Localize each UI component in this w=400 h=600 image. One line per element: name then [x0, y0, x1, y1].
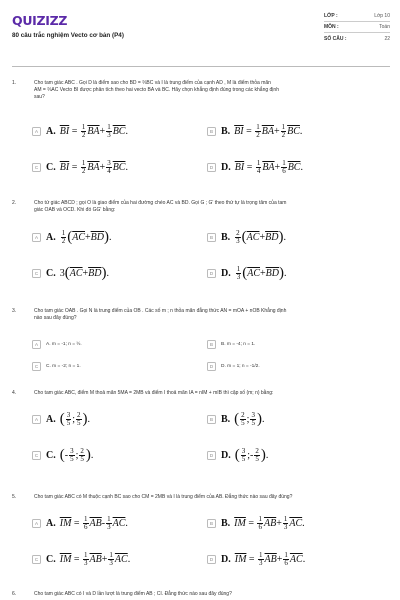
question-text-line: Cho tam giác ABC . Gọi D là điểm sao cho BD = ⅔BC và I là trung điểm của cạnh AD , M là điểm thỏa mãn	[34, 80, 271, 86]
meta-panel	[324, 11, 390, 44]
fraction	[108, 552, 114, 567]
fraction-numerator: 1	[107, 515, 111, 523]
period: .	[127, 554, 131, 565]
vector: $\overline{AB}$	[264, 554, 277, 565]
option-formula	[46, 448, 93, 463]
period: .	[284, 268, 287, 279]
question-text	[34, 80, 384, 101]
fraction-denominator: 4	[256, 167, 261, 175]
fraction-numerator: 1	[281, 123, 286, 131]
paren-close: )	[104, 229, 109, 245]
vector: $\overline{BI}$	[234, 162, 245, 173]
vector: $\overline{AC}$	[72, 232, 86, 243]
paren-open: (	[67, 229, 73, 245]
fraction	[250, 412, 256, 427]
fraction-numerator: 1	[81, 123, 86, 131]
paren-close: )	[278, 229, 284, 245]
question-number: 1.	[12, 80, 17, 86]
option-A[interactable]	[32, 340, 82, 349]
fraction-numerator: 1	[283, 515, 288, 523]
meta-key: SỐ CÂU :	[324, 35, 347, 42]
fraction	[83, 552, 89, 567]
option-letter: C.	[46, 450, 56, 461]
fraction-numerator: 1	[107, 123, 111, 131]
fraction-numerator: 3	[70, 447, 74, 455]
option-B[interactable]	[207, 340, 255, 349]
fraction-numerator: 1	[258, 515, 262, 523]
fraction	[283, 516, 289, 531]
fraction-numerator: 1	[84, 551, 88, 559]
question-2	[12, 200, 390, 300]
option-formula	[46, 552, 130, 567]
fraction-denominator: 6	[284, 559, 288, 567]
question-text-line: AM = ⅔AC Vecto BI được phân tích theo hai vecto BA và BC. Hãy chọn khẳng định đúng trong các khẳng định	[34, 87, 279, 93]
fraction-denominator: 3	[283, 523, 288, 531]
fraction-denominator: 3	[84, 559, 88, 567]
option-B[interactable]	[207, 412, 264, 427]
equals-sign: =	[243, 126, 255, 137]
period: .	[283, 232, 286, 243]
fraction-denominator: 4	[107, 167, 111, 175]
meta-value: 22	[384, 35, 390, 42]
fraction-denominator: 5	[241, 455, 246, 463]
question-number: 2.	[12, 200, 17, 206]
question-text-line: Cho tam giác ABC có I và D lần lượt là trung điểm AB ; CI. Đẳng thức nào sau đây đúng?	[34, 591, 232, 597]
option-letter: B.	[221, 518, 231, 529]
question-text-line: Cho tứ giác ABCD ; gọi O là giao điểm của hai đường chéo AC và BD. Gọi G ; G' theo thứ tự là trọng tâm của tam	[34, 200, 287, 206]
fraction-denominator: 5	[66, 419, 71, 427]
fraction-numerator: 1	[81, 159, 86, 167]
operator: +	[274, 162, 281, 173]
fraction-numerator: 2	[241, 411, 245, 419]
vector: $\overline{AC}$	[112, 518, 126, 529]
meta-row-class	[324, 11, 390, 22]
paren-close: )	[85, 447, 91, 463]
fraction	[254, 448, 260, 463]
vector: $\overline{BI}$	[59, 162, 70, 173]
fraction	[81, 160, 87, 175]
fraction	[281, 160, 287, 175]
option-checkbox[interactable]: B	[207, 340, 216, 349]
vector: $\overline{BD}$	[265, 232, 279, 243]
option-formula	[46, 412, 90, 427]
meta-key: MÔN :	[324, 24, 339, 30]
separator: ;	[247, 450, 251, 461]
paren-open: (	[59, 447, 65, 463]
operator: +	[276, 518, 282, 529]
option-D[interactable]	[207, 160, 303, 175]
operator: +	[99, 162, 106, 173]
option-C[interactable]	[32, 552, 130, 567]
meta-value: Toán	[379, 24, 390, 30]
fraction-denominator: 5	[80, 455, 84, 463]
option-letter: C.	[46, 268, 56, 279]
question-number: 5.	[12, 494, 17, 500]
option-checkbox[interactable]: C	[32, 269, 41, 278]
question-text-line: nào sau đây đúng?	[34, 315, 77, 321]
fraction-numerator: 1	[256, 123, 260, 131]
option-B[interactable]	[207, 124, 302, 139]
fraction-denominator: 2	[256, 131, 260, 139]
option-A[interactable]	[32, 230, 112, 245]
paren-close: )	[279, 265, 284, 281]
question-text-line: Cho tam giác OAB . Gọi N là trung điểm của OB . Các số m ; n thỏa mãn đẳng thức AN = mOA + nOB Khẳng định	[34, 308, 287, 314]
vector: $\overline{AC}$	[289, 554, 303, 565]
vector: $\overline{IM}$	[234, 554, 247, 565]
page-title: 80 câu trắc nghiệm Vecto cơ bản (P4)	[12, 32, 124, 39]
paren-open: (	[242, 265, 248, 281]
fraction-numerator: 1	[284, 551, 288, 559]
option-D[interactable]	[207, 448, 268, 463]
vector: $\overline{BD}$	[88, 268, 102, 279]
fraction-numerator: 1	[109, 551, 113, 559]
question-3	[12, 308, 390, 388]
option-letter: B.	[221, 126, 231, 137]
fraction-denominator: 5	[241, 419, 245, 427]
question-6	[12, 591, 390, 600]
option-checkbox[interactable]: C	[32, 451, 41, 460]
option-letter: D.	[221, 268, 231, 279]
fraction-denominator: 2	[81, 167, 86, 175]
fraction-denominator: 3	[259, 559, 263, 567]
vector: $\overline{BA}$	[261, 126, 274, 137]
period: .	[125, 518, 128, 529]
question-number: 3.	[12, 308, 17, 314]
option-formula	[46, 160, 128, 175]
coefficient: 3	[59, 268, 65, 279]
question-text	[34, 200, 384, 214]
paren-open: (	[241, 229, 247, 245]
vector: $\overline{BA}$	[87, 162, 100, 173]
fraction-denominator: 3	[107, 523, 111, 531]
vector: $\overline{AC}$	[289, 518, 303, 529]
option-formula	[46, 124, 128, 139]
fraction-numerator: 1	[236, 265, 241, 273]
equals-sign: =	[71, 554, 83, 565]
option-A[interactable]	[32, 516, 128, 531]
fraction-denominator: 2	[61, 237, 66, 245]
question-text	[34, 494, 384, 501]
option-A[interactable]	[32, 124, 128, 139]
option-letter: A.	[46, 414, 56, 425]
option-formula	[221, 448, 268, 463]
vector: $\overline{BD}$	[265, 268, 279, 279]
paren-open: (	[234, 447, 240, 463]
option-formula	[221, 230, 286, 245]
meta-row-count	[324, 33, 390, 44]
fraction-denominator: 6	[282, 167, 286, 175]
operator: +	[99, 126, 106, 137]
option-formula	[221, 124, 302, 139]
option-A[interactable]	[32, 412, 90, 427]
fraction-numerator: 1	[282, 159, 286, 167]
fraction	[257, 516, 263, 531]
fraction	[66, 412, 72, 427]
operator: +	[259, 232, 266, 243]
operator: +	[276, 554, 283, 565]
vector: $\overline{IM}$	[59, 518, 72, 529]
operator: +	[101, 554, 108, 565]
vector: $\overline{AC}$	[247, 268, 261, 279]
fraction	[281, 124, 287, 139]
vector: $\overline{BC}$	[287, 126, 300, 137]
operator: +	[85, 232, 91, 243]
question-text-line: giác OAB và OCD. Khi đó GG' bằng:	[34, 207, 116, 213]
option-text: A. m = -1; n = ½.	[46, 342, 82, 347]
paren-open: (	[234, 411, 240, 427]
option-checkbox[interactable]: B	[207, 127, 216, 136]
option-checkbox[interactable]: C	[32, 163, 41, 172]
fraction-numerator: 2	[236, 229, 240, 237]
fraction-numerator: 1	[256, 159, 261, 167]
option-formula	[46, 266, 109, 281]
fraction-denominator: 6	[258, 523, 262, 531]
equals-sign: =	[245, 518, 257, 529]
question-text-line: sau?	[34, 94, 45, 100]
option-C[interactable]	[32, 266, 109, 281]
vector: $\overline{AC}$	[69, 268, 83, 279]
fraction	[81, 124, 87, 139]
vector: $\overline{BA}$	[87, 126, 100, 137]
option-formula	[221, 552, 305, 567]
question-text	[34, 390, 384, 397]
fraction	[235, 230, 241, 245]
fraction	[79, 448, 85, 463]
vector: $\overline{AB}$	[263, 518, 277, 529]
option-checkbox[interactable]: A	[32, 415, 41, 424]
fraction-denominator: 5	[70, 455, 74, 463]
fraction	[83, 516, 89, 531]
fraction-denominator: 5	[255, 455, 259, 463]
logo: QUIZIZZ	[12, 13, 68, 28]
option-letter: D.	[221, 450, 231, 461]
vector: $\overline{AB}$	[89, 518, 102, 529]
option-checkbox[interactable]: A	[32, 127, 41, 136]
header-divider	[12, 66, 390, 67]
operator: +	[273, 126, 280, 137]
equals-sign: =	[71, 518, 83, 529]
fraction	[256, 160, 262, 175]
separator: ;	[72, 414, 76, 425]
option-checkbox[interactable]: D	[207, 163, 216, 172]
option-formula	[46, 230, 112, 245]
question-4	[12, 390, 390, 490]
meta-value: Lớp 10	[374, 13, 390, 19]
fraction-numerator: 1	[84, 515, 88, 523]
period: .	[109, 232, 112, 243]
fraction-numerator: 1	[259, 551, 263, 559]
paren-close: )	[101, 265, 107, 281]
fraction	[241, 448, 247, 463]
option-checkbox[interactable]: B	[207, 415, 216, 424]
equals-sign: =	[246, 554, 258, 565]
option-checkbox[interactable]: A	[32, 233, 41, 242]
question-1	[12, 80, 390, 190]
question-number: 6.	[12, 591, 17, 597]
vector: $\overline{AC}$	[246, 232, 260, 243]
option-letter: D.	[221, 162, 231, 173]
equals-sign: =	[69, 126, 80, 137]
question-number: 4.	[12, 390, 17, 396]
option-text: C. m = -2; n = 1.	[46, 364, 81, 369]
option-checkbox[interactable]: D	[207, 451, 216, 460]
equals-sign: =	[244, 162, 255, 173]
sign: -	[250, 450, 254, 461]
option-letter: C.	[46, 162, 56, 173]
equals-sign: =	[69, 162, 80, 173]
option-B[interactable]	[207, 516, 305, 531]
paren-open: (	[64, 265, 70, 281]
fraction	[283, 552, 289, 567]
option-D[interactable]	[207, 362, 260, 371]
fraction	[61, 230, 67, 245]
option-formula	[221, 266, 287, 281]
operator: +	[82, 268, 89, 279]
period: .	[90, 450, 94, 461]
fraction-denominator: 5	[77, 419, 81, 427]
period: .	[300, 162, 303, 173]
option-D[interactable]	[207, 266, 287, 281]
fraction-denominator: 5	[251, 419, 255, 427]
paren-close: )	[256, 411, 262, 427]
option-text: D. m = 1; n = -1/2.	[221, 364, 260, 369]
period: .	[125, 162, 128, 173]
option-letter: A.	[46, 232, 56, 243]
option-letter: D.	[221, 554, 231, 565]
fraction-numerator: 1	[61, 229, 66, 237]
option-checkbox[interactable]: B	[207, 233, 216, 242]
question-5	[12, 494, 390, 584]
fraction	[69, 448, 75, 463]
paren-open: (	[59, 411, 65, 427]
fraction	[106, 160, 112, 175]
option-B[interactable]	[207, 230, 286, 245]
fraction-denominator: 3	[236, 273, 241, 281]
question-text	[34, 591, 384, 598]
period: .	[106, 268, 109, 279]
vector: $\overline{BD}$	[90, 232, 104, 243]
fraction-denominator: 6	[84, 523, 88, 531]
option-formula	[46, 516, 128, 531]
option-formula	[221, 412, 264, 427]
fraction	[106, 124, 112, 139]
vector: $\overline{IM}$	[59, 554, 72, 565]
fraction-denominator: 3	[107, 131, 111, 139]
option-checkbox[interactable]: C	[32, 362, 41, 371]
fraction	[255, 124, 261, 139]
vector: $\overline{AC}$	[114, 554, 128, 565]
option-checkbox[interactable]: D	[207, 555, 216, 564]
option-D[interactable]	[207, 552, 305, 567]
separator: ;	[75, 450, 79, 461]
meta-key: LỚP :	[324, 13, 338, 19]
period: .	[87, 414, 91, 425]
vector: $\overline{BA}$	[262, 162, 275, 173]
sign: -	[64, 450, 69, 461]
vector: $\overline{BI}$	[234, 126, 244, 137]
option-letter: A.	[46, 518, 56, 529]
question-text	[34, 308, 384, 322]
question-text-line: Cho tam giác ABC có M thuộc cạnh BC sao cho CM = 2MB và I là trung điểm của AB. Đẳng thức nào sau đây đúng?	[34, 494, 293, 500]
fraction-numerator: 2	[255, 447, 259, 455]
meta-row-subject	[324, 22, 390, 33]
vector: $\overline{BC}$	[287, 162, 301, 173]
option-checkbox[interactable]: A	[32, 340, 41, 349]
period: .	[265, 450, 269, 461]
period: .	[299, 126, 303, 137]
fraction	[258, 552, 264, 567]
question-text-line: Cho tam giác ABC, điểm M thoả mãn 5MA = 2MB và điểm I thoả mãn IA = nIM + mIB thì cặp số (m; n) bằng:	[34, 390, 274, 396]
option-checkbox[interactable]: D	[207, 269, 216, 278]
option-C[interactable]	[32, 160, 128, 175]
fraction-numerator: 3	[107, 159, 111, 167]
fraction-numerator: 3	[251, 411, 255, 419]
vector: $\overline{AB}$	[89, 554, 102, 565]
option-checkbox[interactable]: C	[32, 555, 41, 564]
operator: -	[101, 518, 106, 529]
fraction-numerator: 3	[66, 411, 71, 419]
fraction	[240, 412, 246, 427]
vector: $\overline{BC}$	[112, 162, 126, 173]
vector: $\overline{IM}$	[234, 518, 246, 529]
period: .	[302, 518, 305, 529]
option-checkbox[interactable]: D	[207, 362, 216, 371]
fraction-numerator: 3	[241, 447, 246, 455]
option-letter: B.	[221, 232, 231, 243]
fraction	[76, 412, 82, 427]
fraction	[236, 266, 242, 281]
fraction-denominator: 2	[81, 131, 86, 139]
separator: ;	[246, 414, 250, 425]
option-letter: B.	[221, 414, 231, 425]
option-formula	[221, 160, 303, 175]
option-formula	[221, 516, 305, 531]
period: .	[261, 414, 265, 425]
option-checkbox[interactable]: B	[207, 519, 216, 528]
fraction	[106, 516, 112, 531]
fraction-numerator: 2	[77, 411, 81, 419]
fraction-numerator: 2	[80, 447, 84, 455]
vector: $\overline{BI}$	[59, 126, 70, 137]
paren-close: )	[260, 447, 266, 463]
option-letter: A.	[46, 126, 56, 137]
fraction-denominator: 3	[236, 237, 240, 245]
option-checkbox[interactable]: A	[32, 519, 41, 528]
operator: +	[260, 268, 266, 279]
period: .	[125, 126, 128, 137]
option-letter: C.	[46, 554, 56, 565]
option-C[interactable]	[32, 362, 81, 371]
fraction-denominator: 3	[109, 559, 113, 567]
option-C[interactable]	[32, 448, 93, 463]
fraction-denominator: 2	[281, 131, 286, 139]
vector: $\overline{BC}$	[112, 126, 126, 137]
paren-close: )	[82, 411, 88, 427]
period: .	[302, 554, 306, 565]
option-text: B. m = -4; n = 1.	[221, 342, 256, 347]
